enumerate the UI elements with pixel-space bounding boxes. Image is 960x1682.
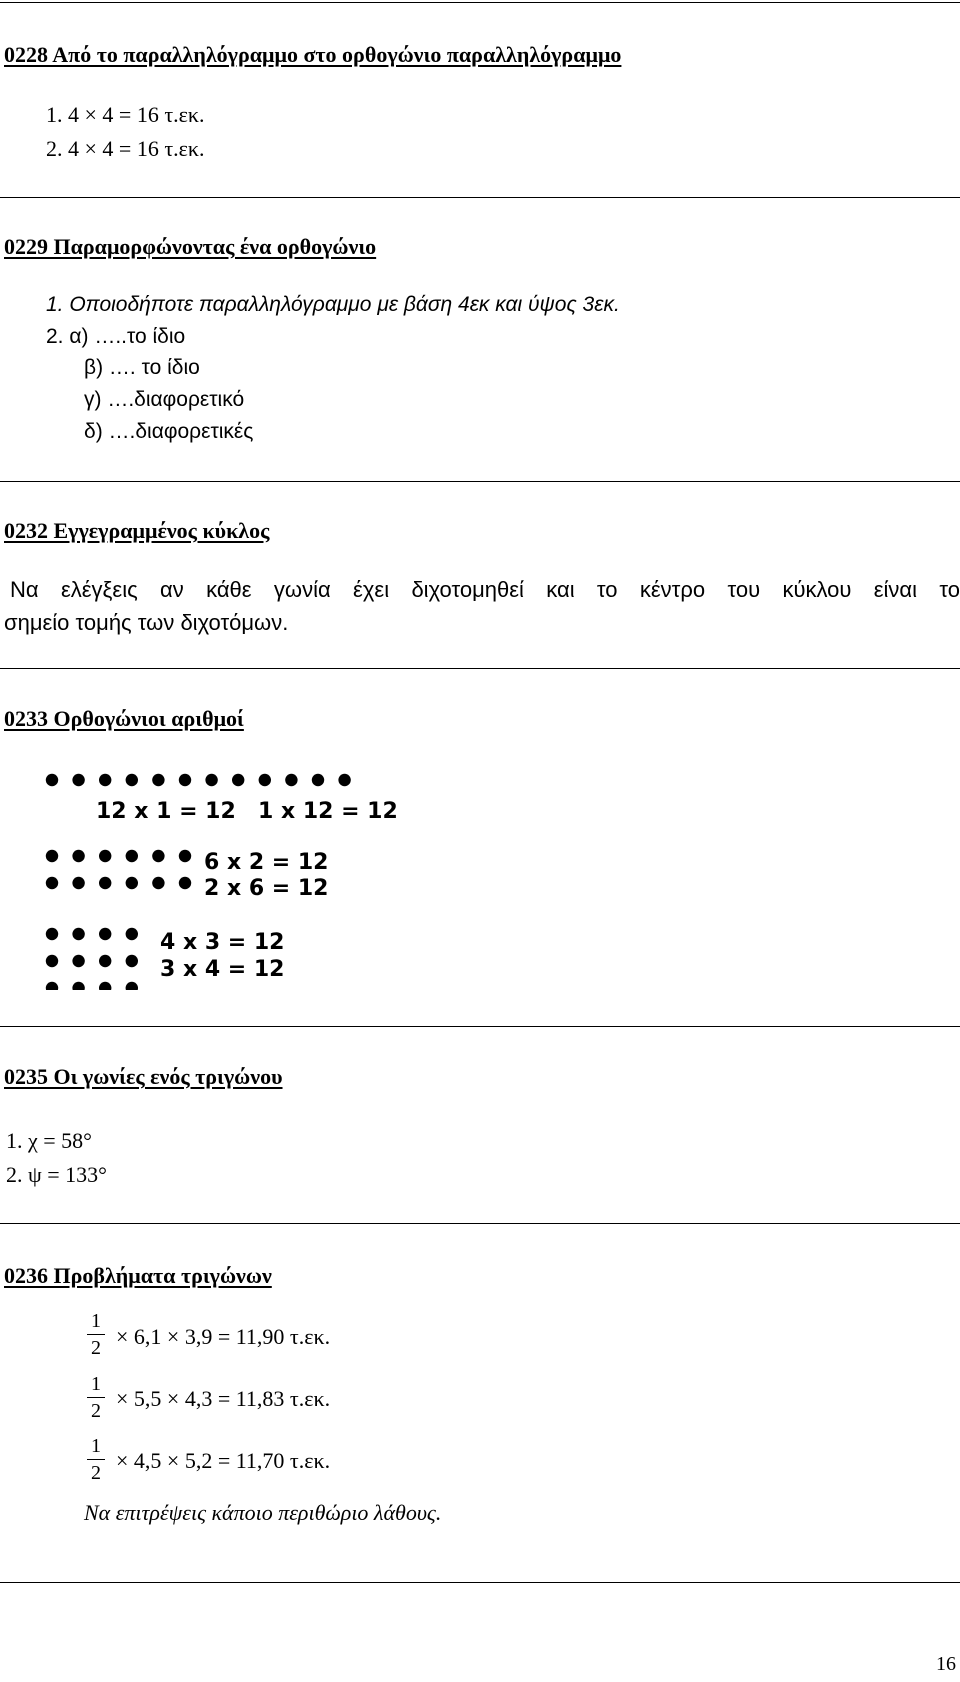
answer-0229-1: 1. Οποιοδήποτε παραλληλόγραμμο με βάση 4εκ και ύψος 3εκ.: [46, 293, 620, 316]
divider-0232: [0, 481, 960, 482]
answer-0229-2d: δ) ….διαφορετικές: [84, 420, 254, 443]
fraction-half-1: [84, 1310, 108, 1359]
fraction-numerator: 1: [91, 1310, 101, 1332]
fraction-bar: [87, 1459, 105, 1460]
instruction-0232-line2: σημείο τομής των διχοτόμων.: [4, 610, 289, 635]
dot: [312, 774, 324, 786]
heading-0233: 0233 Ορθογώνιοι αριθμοί: [4, 706, 244, 731]
label-3x4: 3 x 4 = 12: [160, 957, 285, 982]
divider-0233: [0, 668, 960, 669]
heading-0228: 0228 Από το παραλληλόγραμμο στο ορθογώνιο παραλληλόγραμμο: [4, 42, 622, 67]
dot: [338, 774, 350, 786]
label-6x2: 6 x 2 = 12: [204, 850, 329, 875]
dot: [152, 877, 164, 889]
area-calc-2: × 5,5 × 4,3 = 11,83 τ.εκ.: [116, 1386, 331, 1411]
tolerance-note: Να επιτρέψεις κάποιο περιθώριο λάθους.: [84, 1500, 442, 1525]
dot: [72, 928, 84, 940]
divider-0235: [0, 1026, 960, 1027]
divider-0229: [0, 197, 960, 198]
dot: [126, 928, 138, 940]
dot: [46, 955, 58, 967]
dot: [152, 850, 164, 862]
dot: [179, 774, 191, 786]
answer-0228-1: 1. 4 × 4 = 16 τ.εκ.: [46, 102, 205, 127]
dot: [126, 955, 138, 967]
label-12x1: 12 x 1 = 12: [96, 799, 236, 824]
dot: [205, 774, 217, 786]
fraction-denominator: 2: [91, 1337, 101, 1359]
fraction-half-3: [84, 1435, 108, 1484]
fraction-bar: [87, 1334, 105, 1335]
fraction-half-2: [84, 1373, 108, 1422]
dot: [72, 982, 84, 990]
dot: [99, 928, 111, 940]
dot: [259, 774, 271, 786]
answer-0235-2: 2. ψ = 133°: [6, 1162, 107, 1187]
divider-top: [0, 2, 960, 3]
heading-0236: 0236 Προβλήματα τριγώνων: [4, 1263, 272, 1288]
instruction-0232: [4, 573, 960, 639]
answer-0229-2b: β) …. το ίδιο: [84, 356, 200, 379]
area-calc-3: × 4,5 × 5,2 = 11,70 τ.εκ.: [116, 1448, 331, 1473]
dot: [46, 774, 58, 786]
heading-0232: 0232 Εγγεγραμμένος κύκλος: [4, 518, 270, 543]
instruction-0232-line1: Να ελέγξεις αν κάθε γωνία έχει διχοτομηθεί και το κέντρο του κύκλου είναι το: [10, 577, 960, 602]
dot: [72, 955, 84, 967]
dot: [126, 982, 138, 990]
dot: [99, 877, 111, 889]
label-1x12: 1 x 12 = 12: [258, 799, 398, 824]
dot: [46, 982, 58, 990]
dot: [99, 774, 111, 786]
dot: [72, 877, 84, 889]
dot: [46, 928, 58, 940]
fraction-numerator: 1: [91, 1373, 101, 1395]
dot: [285, 774, 297, 786]
heading-0235: 0235 Οι γωνίες ενός τριγώνου: [4, 1064, 283, 1089]
dot: [126, 877, 138, 889]
dot: [179, 877, 191, 889]
page-number: 16: [936, 1653, 956, 1675]
label-2x6: 2 x 6 = 12: [204, 876, 329, 901]
dot: [99, 850, 111, 862]
fraction-numerator: 1: [91, 1435, 101, 1457]
dot: [72, 850, 84, 862]
dot: [99, 955, 111, 967]
divider-0236: [0, 1223, 960, 1224]
dot: [72, 774, 84, 786]
answer-0235-1: 1. χ = 58°: [6, 1128, 92, 1153]
dot: [232, 774, 244, 786]
fraction-bar: [87, 1397, 105, 1398]
label-4x3: 4 x 3 = 12: [160, 930, 285, 955]
heading-0229: 0229 Παραμορφώνοντας ένα ορθογώνιο: [4, 234, 377, 259]
dot: [152, 774, 164, 786]
answer-0229-2a: 2. α) …..το ίδιο: [46, 325, 186, 348]
answer-0228-2: 2. 4 × 4 = 16 τ.εκ.: [46, 136, 205, 161]
fraction-denominator: 2: [91, 1462, 101, 1484]
dot-arrays-figure: [0, 760, 400, 990]
dot: [99, 982, 111, 990]
dot: [46, 850, 58, 862]
dot: [126, 774, 138, 786]
area-calc-1: × 6,1 × 3,9 = 11,90 τ.εκ.: [116, 1324, 331, 1349]
dot: [46, 877, 58, 889]
dot: [179, 850, 191, 862]
answer-0229-2c: γ) ….διαφορετικό: [84, 388, 245, 411]
divider-bottom: [0, 1582, 960, 1583]
fraction-denominator: 2: [91, 1400, 101, 1422]
dot: [126, 850, 138, 862]
